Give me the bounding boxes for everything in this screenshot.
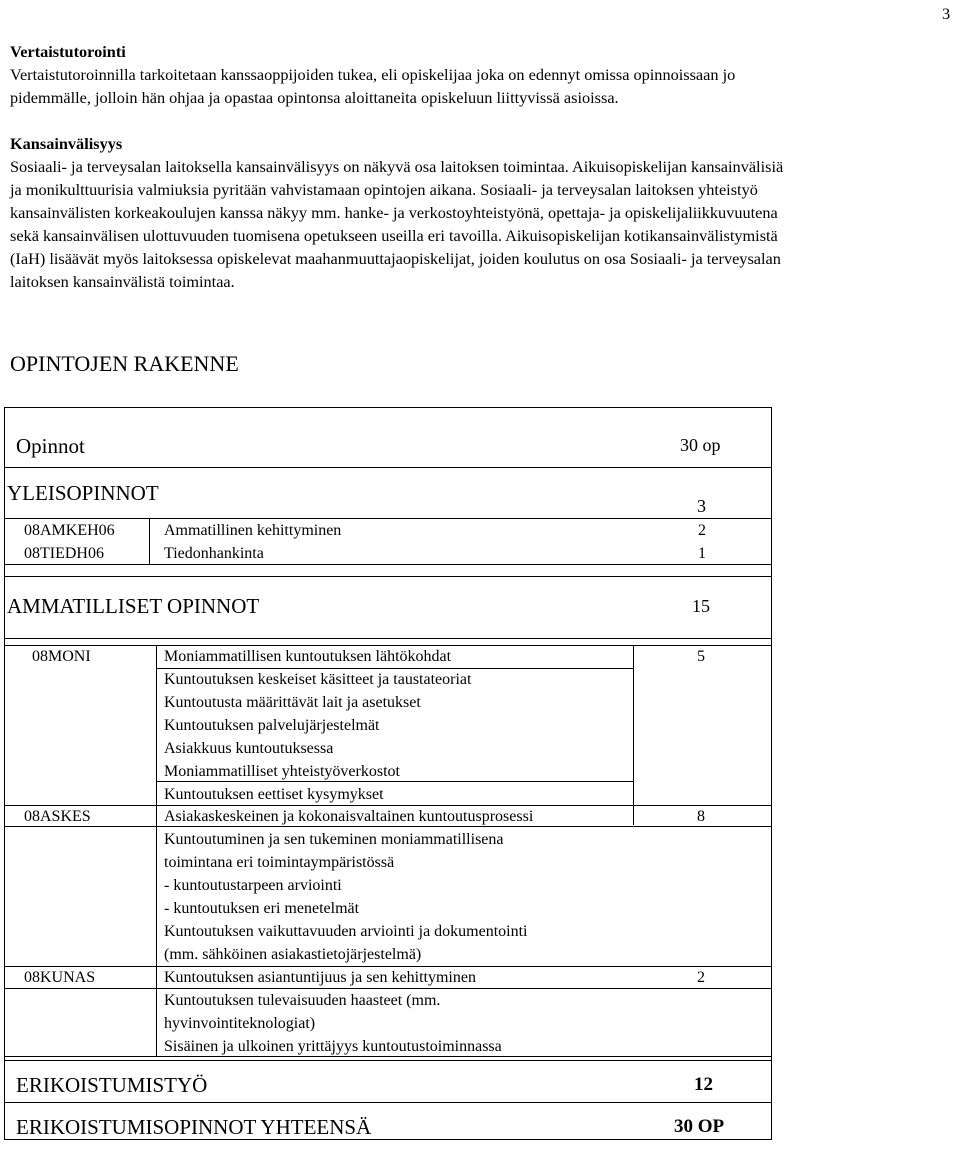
paragraph-line: sekä kansainvälisen ulottuvuuden tuomisena opetukseen useilla eri tavoilla. Aikuisopiskelijan kotikansainvälistymistä bbox=[10, 226, 778, 245]
course-line: - kuntoutustarpeen arviointi bbox=[164, 877, 342, 894]
paragraph-line: laitoksen kansainvälistä toimintaa. bbox=[10, 272, 235, 291]
course-line: Kuntoutuminen ja sen tukeminen moniammatillisena bbox=[164, 831, 504, 848]
course-line: Sisäinen ja ulkoinen yrittäjyys kuntoutustoiminnassa bbox=[164, 1038, 502, 1055]
course-name: Ammatillinen kehittyminen bbox=[164, 522, 342, 539]
ammatilliset-value: 15 bbox=[692, 596, 710, 616]
course-code: 08TIEDH06 bbox=[24, 545, 104, 562]
course-line: Kuntoutuksen vaikuttavuuden arviointi ja dokumentointi bbox=[164, 923, 528, 940]
course-line: toimintana eri toimintaympäristössä bbox=[164, 854, 395, 871]
structure-title: OPINTOJEN RAKENNE bbox=[10, 351, 239, 376]
course-op: 2 bbox=[697, 969, 705, 986]
course-line: Moniammatilliset yhteistyöverkostot bbox=[164, 763, 400, 780]
course-line: Asiakkuus kuntoutuksessa bbox=[164, 740, 334, 757]
course-line: Kuntoutuksen eettiset kysymykset bbox=[164, 786, 384, 803]
course-line: Kuntoutuksen keskeiset käsitteet ja taustateoriat bbox=[164, 671, 472, 688]
yhteensa-label: ERIKOISTUMISOPINNOT YHTEENSÄ bbox=[16, 1115, 372, 1139]
paragraph-line: pidemmälle, jolloin hän ohjaa ja opastaa opintonsa aloittaneita opiskeluun liittyvissä asioissa. bbox=[10, 88, 619, 107]
erikoistumistyo-label: ERIKOISTUMISTYÖ bbox=[16, 1073, 208, 1097]
paragraph-line: (IaH) lisäävät myös laitoksessa opiskelevat maahanmuuttajaopiskelijat, joiden koulutus on osa Sosiaali- ja terveysalan bbox=[10, 249, 781, 268]
course-code: 08AMKEH06 bbox=[24, 522, 115, 539]
yhteensa-value: 30 OP bbox=[674, 1116, 725, 1137]
course-op: 1 bbox=[698, 545, 706, 562]
yleisopinnot-label: YLEISOPINNOT bbox=[7, 481, 159, 505]
course-line: Kuntoutusta määrittävät lait ja asetukset bbox=[164, 694, 421, 711]
ammatilliset-label: AMMATILLISET OPINNOT bbox=[7, 594, 260, 618]
paragraph-line: Sosiaali- ja terveysalan laitoksella kansainvälisyys on näkyvä osa laitoksen toimintaa. Aikuisopiskelijan kansainvälisiä bbox=[10, 157, 784, 176]
course-op: 5 bbox=[697, 648, 705, 665]
table-header-value: 30 op bbox=[680, 435, 721, 455]
course-code: 08MONI bbox=[32, 648, 91, 665]
course-code: 08KUNAS bbox=[24, 969, 96, 986]
course-line: Moniammatillisen kuntoutuksen lähtökohdat bbox=[164, 648, 452, 665]
course-name: Tiedonhankinta bbox=[164, 545, 264, 562]
course-line: Asiakaskeskeinen ja kokonaisvaltainen kuntoutusprosessi bbox=[164, 808, 534, 825]
paragraph-line: kansainvälisten korkeakoulujen kanssa näkyy mm. hanke- ja verkostoyhteistyönä, opettaja- ja opiskelijaliikkuvuutena bbox=[10, 203, 778, 222]
erikoistumistyo-value: 12 bbox=[694, 1074, 713, 1095]
section-heading-vertaistutorointi: Vertaistutorointi bbox=[10, 42, 126, 61]
paragraph-line: ja monikulttuurisia valmiuksia pyritään vahvistamaan opintojen aikana. Sosiaali- ja terveysalan laitoksen yhteistyö bbox=[10, 180, 758, 199]
course-line: Kuntoutuksen palvelujärjestelmät bbox=[164, 717, 380, 734]
section-heading-kansainvalisyys: Kansainvälisyys bbox=[10, 134, 123, 153]
course-op: 2 bbox=[698, 522, 706, 539]
course-code: 08ASKES bbox=[24, 808, 91, 825]
course-line: (mm. sähköinen asiakastietojärjestelmä) bbox=[164, 946, 422, 963]
course-op: 8 bbox=[697, 808, 705, 825]
page-number: 3 bbox=[942, 4, 951, 23]
paragraph-line: Vertaistutoroinnilla tarkoitetaan kanssaoppijoiden tukea, eli opiskelijaa joka on edennyt omissa opinnoissaan jo bbox=[10, 65, 736, 84]
course-line: hyvinvointiteknologiat) bbox=[164, 1015, 316, 1032]
course-line: - kuntoutuksen eri menetelmät bbox=[164, 900, 360, 917]
course-line: Kuntoutuksen asiantuntijuus ja sen kehittyminen bbox=[164, 969, 476, 986]
course-line: Kuntoutuksen tulevaisuuden haasteet (mm. bbox=[164, 992, 441, 1009]
table-header-label: Opinnot bbox=[16, 434, 85, 458]
yleisopinnot-value: 3 bbox=[697, 496, 706, 516]
